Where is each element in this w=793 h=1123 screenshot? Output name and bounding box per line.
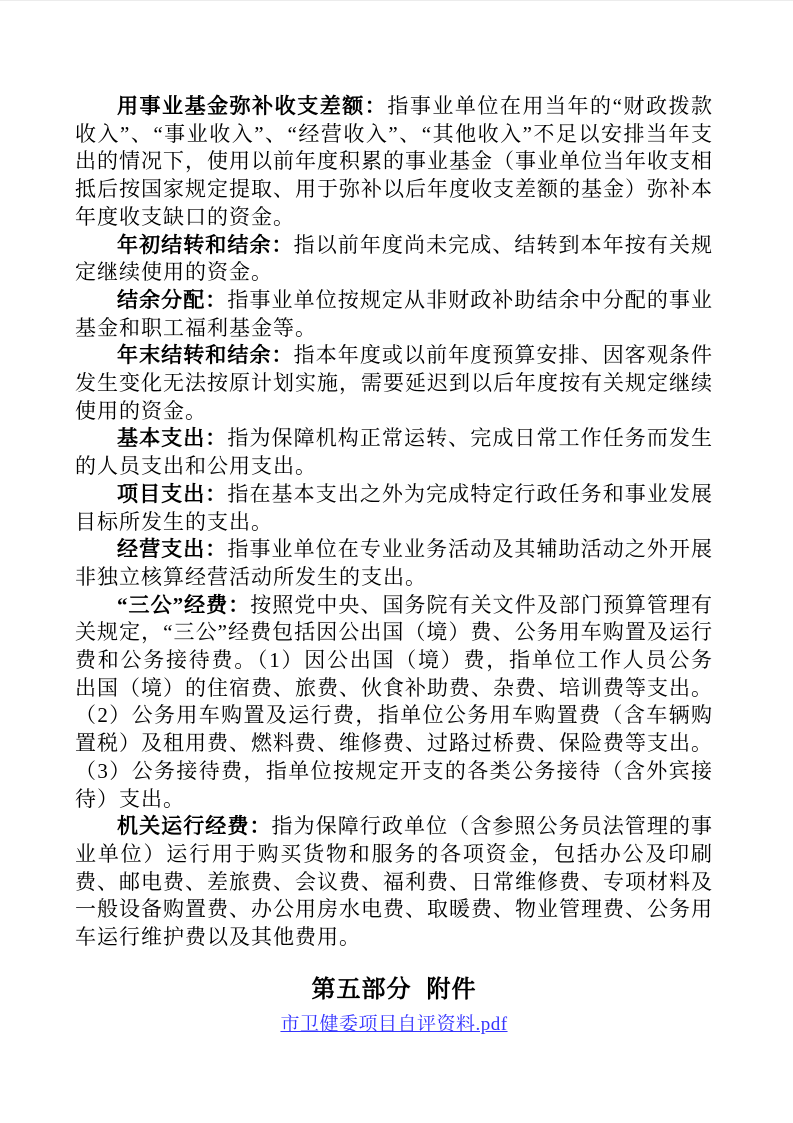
- definition-paragraph: [75, 592, 713, 814]
- definition-paragraph: [75, 342, 713, 425]
- definition-text: 指事业单位在用当年的“财政拨款收入”、“事业收入”、“经营收入”、“其他收入”不足以安排当年支出的情况下，使用以前年度积累的事业基金（事业单位当年收支相抵后按国家规定提取、用于弥补以后年度收支差额的基金）弥补本年度收支缺口的资金。: [75, 94, 713, 229]
- definition-term: “三公”经费：: [117, 592, 251, 617]
- definition-paragraph: [75, 481, 713, 536]
- definition-term: 机关运行经费：: [117, 814, 272, 839]
- definition-term: 基本支出：: [117, 426, 228, 451]
- definition-paragraph: [75, 536, 713, 591]
- definition-term: 年初结转和结余：: [117, 232, 294, 257]
- definition-text: 按照党中央、国务院有关文件及部门预算管理有关规定，“三公”经费包括因公出国（境）费、公务用车购置及运行费和公务接待费。（1）因公出国（境）费，指单位工作人员公务出国（境）的住宿费、旅费、伙食补助费、杂费、培训费等支出。（2）公务用车购置及运行费，指单位公务用车购置费（含车辆购置税）及租用费、燃料费、维修费、过路过桥费、保险费等支出。（3）公务接待费，指单位按规定开支的各类公务接待（含外宾接待）支出。: [75, 592, 714, 811]
- definition-paragraph: [75, 425, 713, 480]
- document-body: [75, 93, 713, 1038]
- definition-paragraph: [75, 93, 713, 232]
- definition-text: 指事业单位在专业业务活动及其辅助活动之外开展非独立核算经营活动所发生的支出。: [75, 537, 714, 589]
- definition-term: 用事业基金弥补收支差额：: [117, 94, 388, 118]
- definition-term: 经营支出：: [117, 537, 228, 562]
- definition-term: 年末结转和结余：: [117, 343, 294, 368]
- definition-text: 指为保障行政单位（含参照公务员法管理的事业单位）运行用于购买货物和服务的各项资金，包括办公及印刷费、邮电费、差旅费、会议费、福利费、日常维修费、专项材料及一般设备购置费、办公用房水电费、取暖费、物业管理费、公务用车运行维护费以及其他费用。: [75, 814, 714, 950]
- definition-paragraph: [75, 232, 713, 287]
- definition-text: 指以前年度尚未完成、结转到本年按有关规定继续使用的资金。: [75, 232, 714, 285]
- definition-term: 项目支出：: [117, 481, 228, 506]
- definition-text: 指本年度或以前年度预算安排、因客观条件发生变化无法按原计划实施，需要延迟到以后年度按有关规定继续使用的资金。: [75, 343, 714, 423]
- section-title: 第五部分 附件: [311, 976, 477, 1003]
- definition-paragraph: [75, 287, 713, 342]
- definition-paragraph: [75, 813, 713, 952]
- definition-text: 指事业单位按规定从非财政补助结余中分配的事业基金和职工福利基金等。: [75, 287, 714, 340]
- definition-text: 指为保障机构正常运转、完成日常工作任务而发生的人员支出和公用支出。: [75, 426, 714, 479]
- definition-term: 结余分配：: [117, 287, 228, 312]
- attachment-pdf-link[interactable]: 市卫健委项目自评资料.pdf: [280, 1013, 508, 1035]
- attachment-row: [75, 1010, 713, 1038]
- definition-text: 指在基本支出之外为完成特定行政任务和事业发展目标所发生的支出。: [75, 481, 714, 534]
